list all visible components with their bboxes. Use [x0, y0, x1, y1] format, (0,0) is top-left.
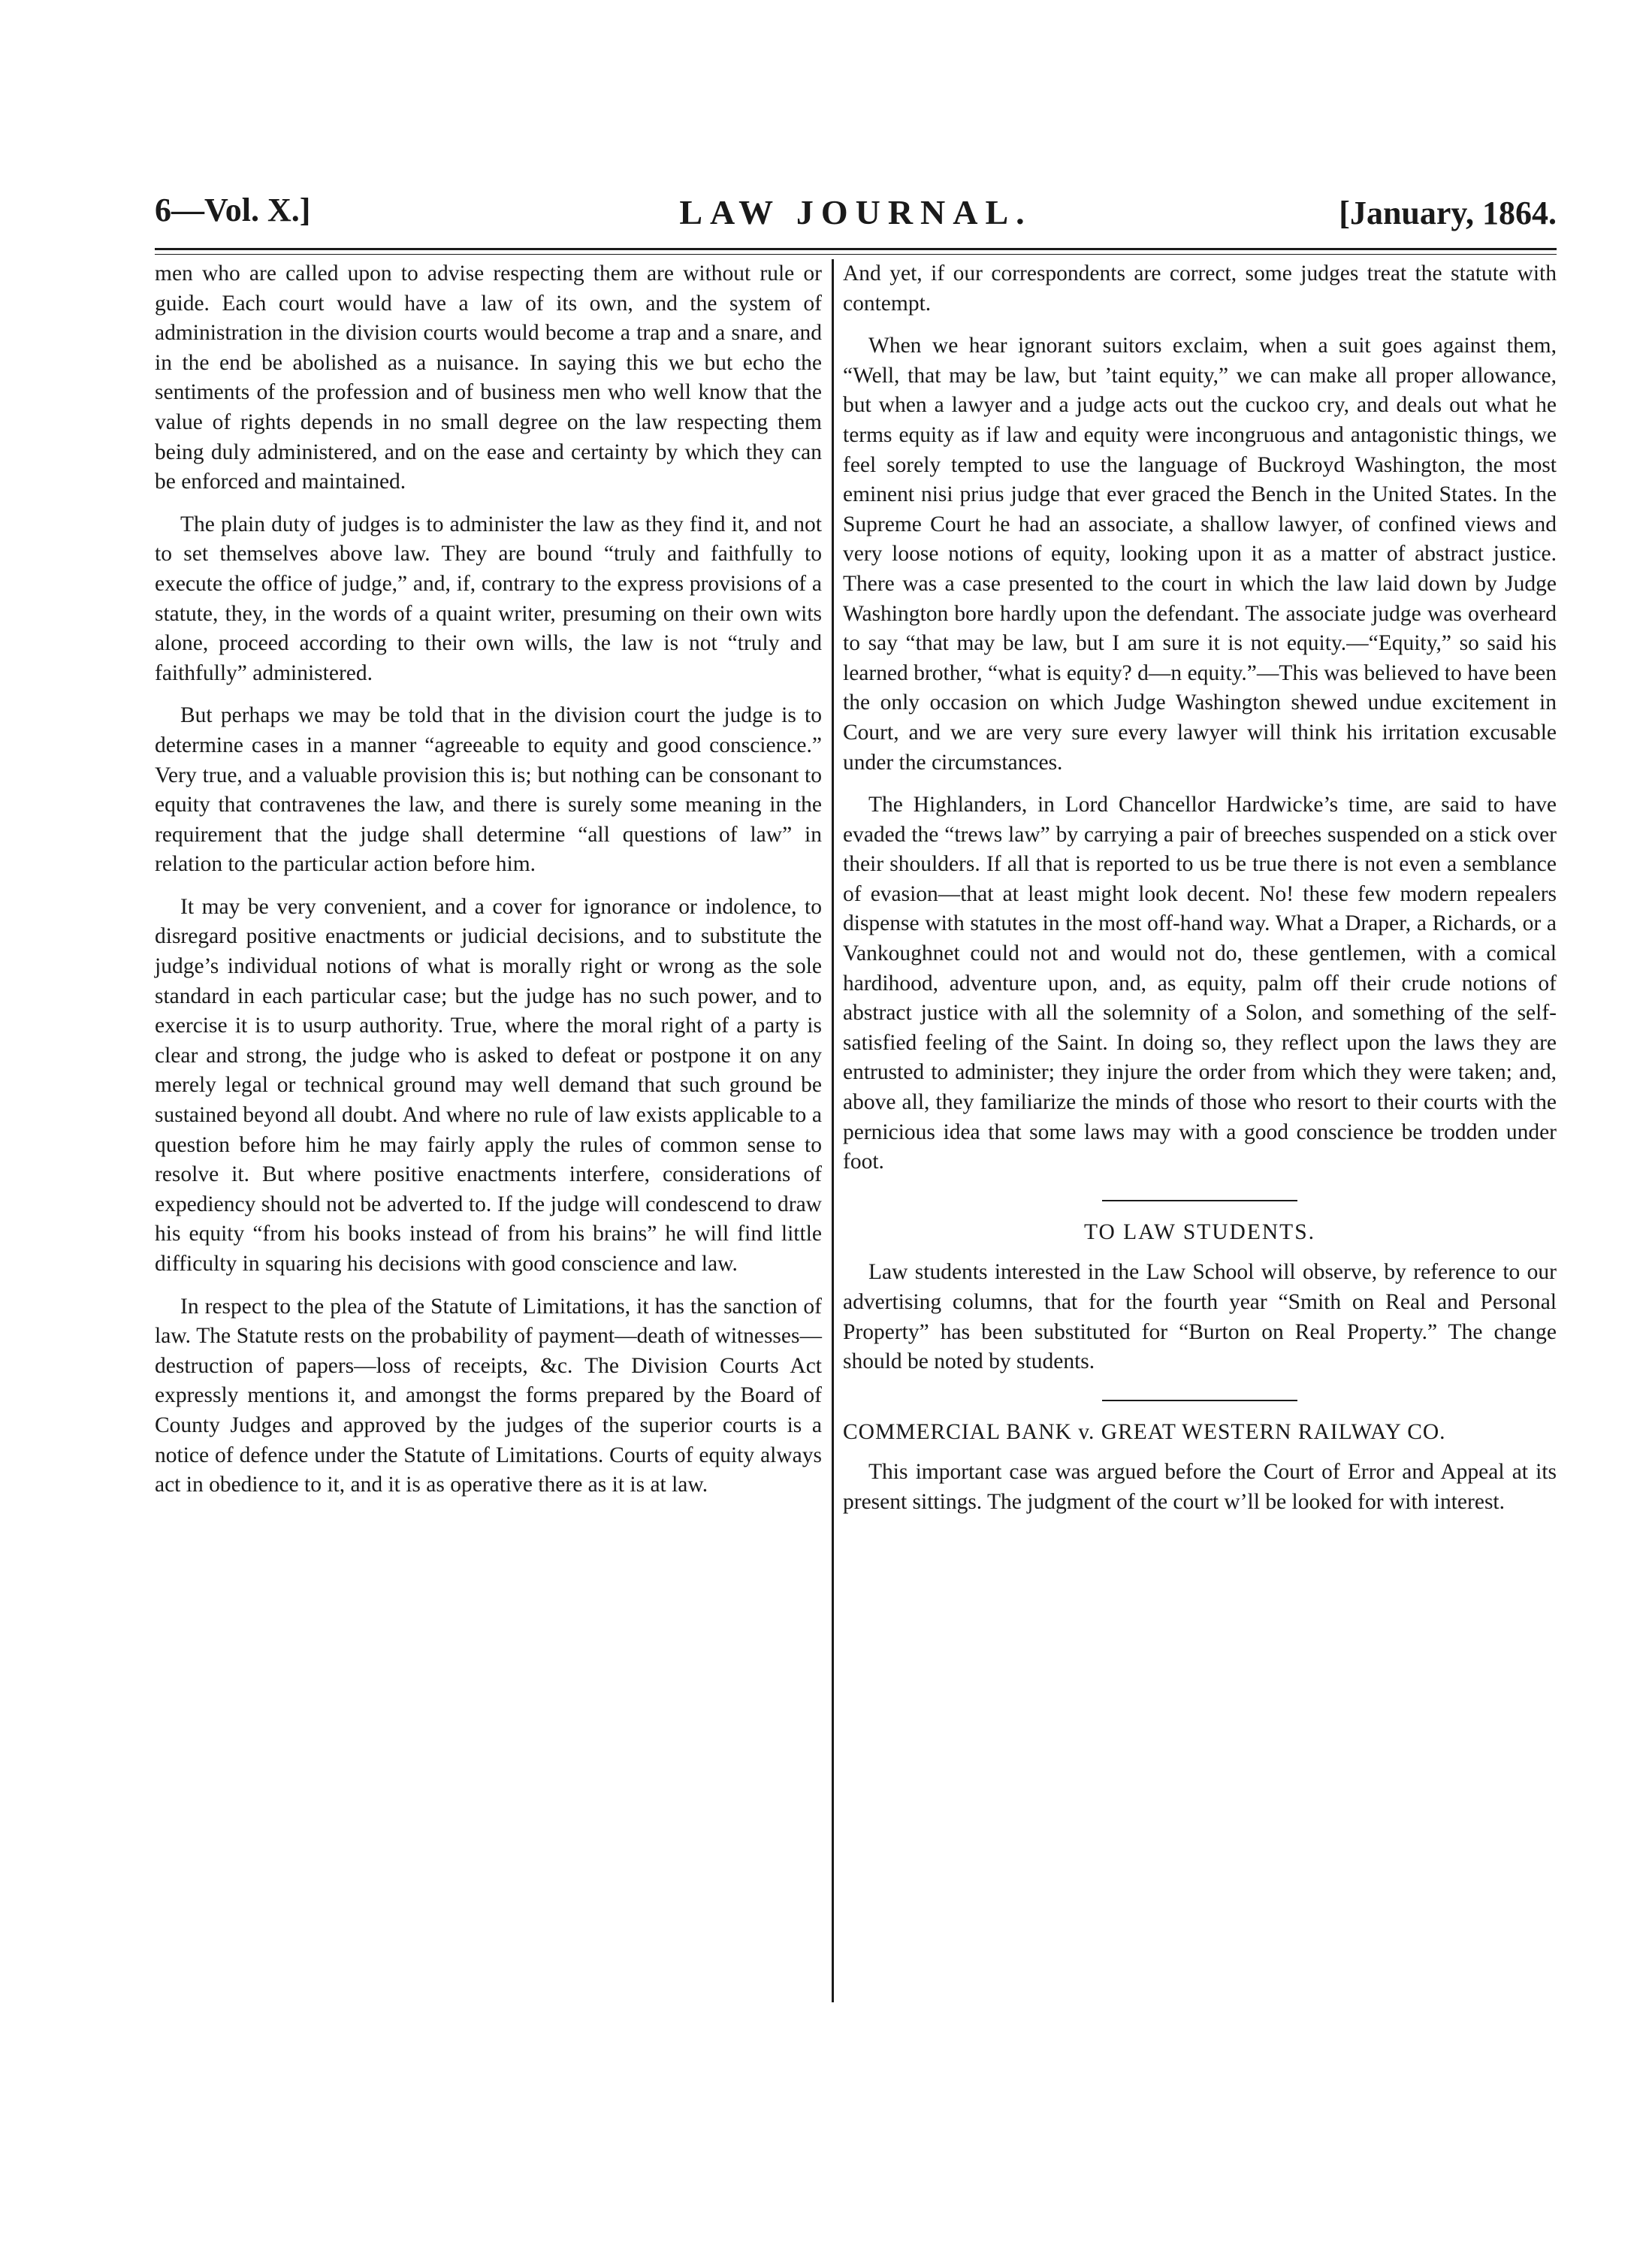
header-rule-thin — [155, 254, 1557, 255]
column-divider — [832, 259, 834, 2002]
paragraph: When we hear ignorant suitors exclaim, when a suit goes against them, “Well, that may be law, but ’taint equity,” we can make all proper allowance, but when a lawyer and a judge acts out the cuckoo cry, and deals out what he terms equity as if law and equity were incongruous and antagonistic things, we feel sorely tempted to use the language of Buckroyd Washington, the most eminent nisi prius judge that ever graced the Bench in the United States. In the Supreme Court he had an associate, a shallow lawyer, of confined views and very loose notions of equity, looking upon it as a matter of abstract justice. There was a case presented to the court in which the law laid down by Judge Washington bore hardly upon the defendant. The associate judge was overheard to say “that may be law, but I am sure it is not equity.—“Equity,” so said his learned brother, “what is equity? d—n equity.”—This was believed to have been the only occasion on which Judge Washington shewed undue excitement in Court, and we are very sure every lawyer will think his irritation excusable under the circumstances. — [843, 334, 1557, 775]
paragraph: And yet, if our correspondents are correct, some judges treat the statute with contempt. — [843, 261, 1557, 316]
section-heading-law-students: TO LAW STUDENTS. — [1084, 1219, 1315, 1244]
page-header — [155, 186, 1557, 246]
header-rule — [155, 248, 1557, 250]
paragraph: men who are called upon to advise respecting them are without rule or guide. Each court would have a law of its own, and the system of administration in the division courts would become a trap and a snare, and in the end be abolished as a nuisance. In saying this we but echo the sentiments of the profession and of business men who well know that the value of rights depends in no small degree on the law respecting them being duly administered, and on the ease and certainty by which they can be enforced and maintained. — [155, 261, 822, 494]
paragraph: But perhaps we may be told that in the division court the judge is to determine cases in a manner “agreeable to equity and good conscience.” Very true, and a valuable provision this is; but nothing can be consonant to equity that contravenes the law, and there is surely some meaning in the requirement that the judge shall determine “all questions of law” in relation to the particular action before him. — [155, 703, 822, 877]
paragraph: The Highlanders, in Lord Chancellor Hardwicke’s time, are said to have evaded the “trews law” by carrying a pair of breeches suspended on a stick over their shoulders. If all that is reported to us be true there is not even a semblance of evasion—that at least might look decent. No! these few modern repealers dispense with statutes in the most off-hand way. What a Draper, a Richards, or a Vankoughnet could not and would not do, these gentlemen, with a comical hardihood, adventure upon, and, as equity, palm off their crude notions of abstract justice with all the solemnity of a Solon, and something of the self-satisfied feeling of the Saint. In doing so, they reflect upon the laws they are entrusted to administer; they injure the order from which they were taken; and, above all, they familiarize the minds of those who resort to their courts with the pernicious idea that some laws may with a good conscience be trodden under foot. — [843, 793, 1557, 1174]
section-heading-commercial-bank: COMMERCIAL BANK v. GREAT WESTERN RAILWAY CO. — [843, 1419, 1446, 1444]
section-rule — [1102, 1200, 1297, 1201]
left-column — [155, 259, 822, 1513]
issue-date: [January, 1864. — [1339, 195, 1557, 231]
paragraph: Law students interested in the Law School will observe, by reference to our advertising columns, that for the fourth year “Smith on Real and Personal Property” has been substituted for “Burton on Real Property.” The change should be noted by students. — [843, 1260, 1557, 1374]
journal-title: LAW JOURNAL. — [679, 193, 1032, 231]
paragraph: It may be very convenient, and a cover for ignorance or indolence, to disregard positive enactments or judicial decisions, and to substitute the judge’s individual notions of what is morally right or wrong as the sole standard in each particular case; but the judge has no such power, and to exercise it is to usurp authority. True, where the moral right of a party is clear and strong, the judge who is asked to defeat or postpone it on any merely legal or technical ground may well demand that such ground be sustained beyond all doubt. And where no rule of law exists applicable to a question before him he may fairly apply the rules of common sense to resolve it. But where positive enactments interfere, considerations of expediency should not be adverted to. If the judge will condescend to draw his equity “from his books instead of from his brains” he will find little difficulty in squaring his decisions with good conscience and law. — [155, 894, 822, 1276]
paragraph: This important case was argued before the Court of Error and Appeal at its present sittings. The judgment of the court w’ll be looked for with interest. — [843, 1460, 1557, 1514]
volume-label: 6—Vol. X.] — [155, 192, 311, 228]
section-rule — [1102, 1400, 1297, 1401]
right-column — [843, 259, 1557, 1530]
paragraph: The plain duty of judges is to administer the law as they find it, and not to set themselves above law. They are bound “truly and faithfully to execute the office of judge,” and, if, contrary to the express provisions of a statute, they, in the words of a quaint writer, presuming on their own wits alone, proceed according to their own wills, the law is not “truly and faithfully” administered. — [155, 512, 822, 685]
paragraph: In respect to the plea of the Statute of Limitations, it has the sanction of law. The Statute rests on the probability of payment—death of witnesses—destruction of papers—loss of receipts, &c. The Division Courts Act expressly mentions it, and amongst the forms prepared by the Board of County Judges and approved by the judges of the superior courts is a notice of defence under the Statute of Limitations. Courts of equity always act in obedience to it, and it is as operative there as it is at law. — [155, 1294, 822, 1497]
